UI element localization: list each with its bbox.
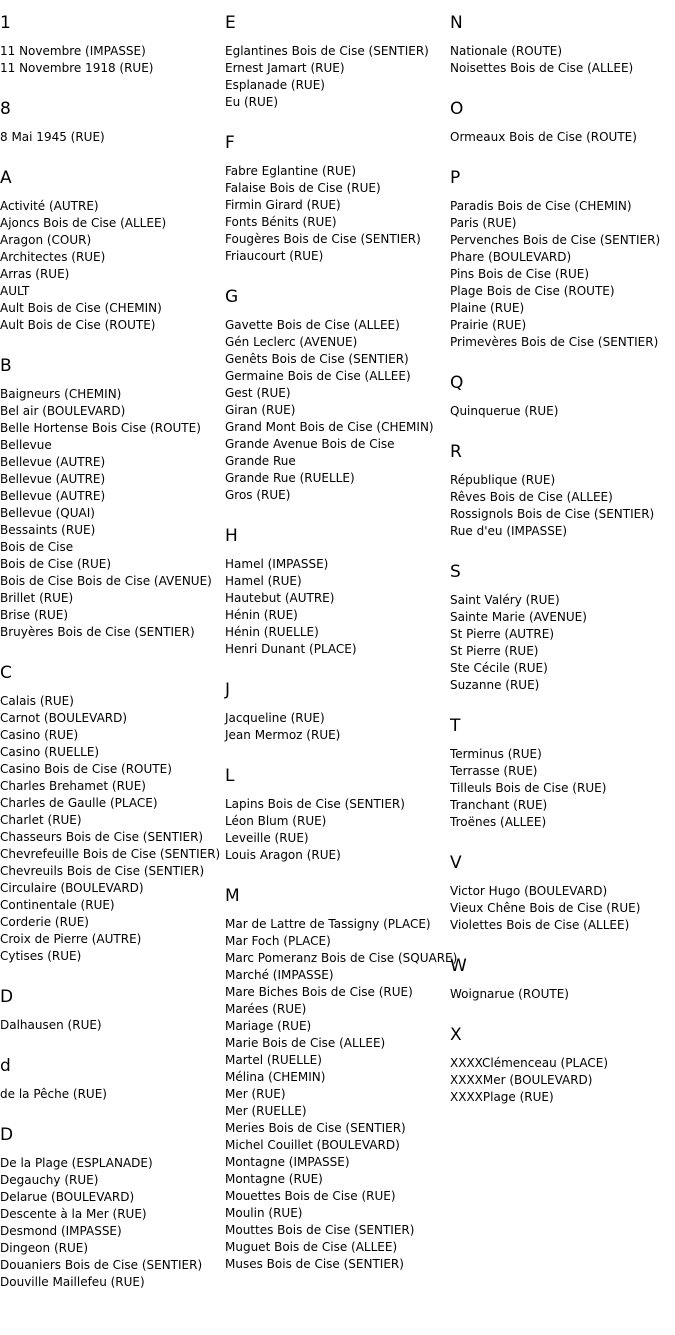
street-item: Activité (AUTRE) <box>0 199 99 213</box>
street-item: Woignarue (ROUTE) <box>450 987 569 1001</box>
street-item: Gest (RUE) <box>225 386 291 400</box>
section-letter-heading: D <box>0 1125 14 1145</box>
section-letter-heading: P <box>450 168 461 188</box>
section-letter-heading: T <box>450 716 461 736</box>
street-item: Plage Bois de Cise (ROUTE) <box>450 284 615 298</box>
street-list <box>225 710 450 744</box>
letter-section <box>450 562 675 694</box>
street-item: Henri Dunant (PLACE) <box>225 642 357 656</box>
street-index-column-1 <box>0 0 225 1313</box>
street-item: Hénin (RUE) <box>225 608 298 622</box>
section-letter-heading: E <box>225 13 236 33</box>
street-item: St Pierre (RUE) <box>450 644 539 658</box>
street-item: 11 Novembre 1918 (RUE) <box>0 61 154 75</box>
street-item: Germaine Bois de Cise (ALLEE) <box>225 369 411 383</box>
letter-section <box>0 13 225 77</box>
street-item: Ault Bois de Cise (CHEMIN) <box>0 301 162 315</box>
street-item: Jean Mermoz (RUE) <box>225 728 341 742</box>
section-letter-heading: G <box>225 287 239 307</box>
section-letter-heading: X <box>450 1025 462 1045</box>
section-letter-heading: D <box>0 987 14 1007</box>
section-letter-heading: S <box>450 562 461 582</box>
street-item: Léon Blum (RUE) <box>225 814 327 828</box>
letter-section <box>225 886 458 1273</box>
street-item: Victor Hugo (BOULEVARD) <box>450 884 608 898</box>
street-item: Charlet (RUE) <box>0 813 82 827</box>
street-list <box>450 43 675 77</box>
street-item: Muses Bois de Cise (SENTIER) <box>225 1257 404 1271</box>
street-list <box>450 198 675 351</box>
street-item: Delarue (BOULEVARD) <box>0 1190 135 1204</box>
street-list <box>225 556 450 658</box>
street-item: Brillet (RUE) <box>0 591 74 605</box>
street-list <box>450 403 675 420</box>
street-item: Saint Valéry (RUE) <box>450 593 560 607</box>
section-letter-heading: Q <box>450 373 464 393</box>
street-list <box>0 1086 225 1103</box>
letter-section <box>225 287 450 504</box>
street-item: Firmin Girard (RUE) <box>225 198 341 212</box>
street-item: Mer (RUELLE) <box>225 1104 307 1118</box>
street-list <box>450 746 675 831</box>
letter-section <box>225 13 450 111</box>
street-item: Croix de Pierre (AUTRE) <box>0 932 142 946</box>
street-index-column-2 <box>225 0 458 1295</box>
street-item: Mariage (RUE) <box>225 1019 312 1033</box>
street-item: Ste Cécile (RUE) <box>450 661 548 675</box>
street-list <box>450 1055 675 1106</box>
street-item: Grande Avenue Bois de Cise <box>225 437 395 451</box>
street-item: Calais (RUE) <box>0 694 74 708</box>
letter-section <box>450 99 675 146</box>
street-item: Hamel (IMPASSE) <box>225 557 329 571</box>
street-item: Gén Leclerc (AVENUE) <box>225 335 358 349</box>
street-item: Aragon (COUR) <box>0 233 92 247</box>
street-item: Grande Rue (RUELLE) <box>225 471 355 485</box>
street-item: de la Pêche (RUE) <box>0 1087 107 1101</box>
street-item: 11 Novembre (IMPASSE) <box>0 44 146 58</box>
street-item: Jacqueline (RUE) <box>225 711 325 725</box>
street-item: Mouettes Bois de Cise (RUE) <box>225 1189 396 1203</box>
street-item: Esplanade (RUE) <box>225 78 325 92</box>
street-item: Montagne (RUE) <box>225 1172 323 1186</box>
letter-section <box>0 663 225 965</box>
street-item: Michel Couillet (BOULEVARD) <box>225 1138 400 1152</box>
street-item: Hénin (RUELLE) <box>225 625 319 639</box>
street-item: Bellevue (AUTRE) <box>0 455 106 469</box>
street-item: Corderie (RUE) <box>0 915 89 929</box>
street-item: Charles de Gaulle (PLACE) <box>0 796 158 810</box>
street-item: Bois de Cise (RUE) <box>0 557 112 571</box>
street-item: Mer (RUE) <box>225 1087 286 1101</box>
letter-section <box>450 1025 675 1106</box>
street-item: Leveille (RUE) <box>225 831 309 845</box>
letter-section <box>0 987 225 1034</box>
letter-section <box>0 168 225 334</box>
street-item: Rêves Bois de Cise (ALLEE) <box>450 490 613 504</box>
letter-section <box>450 373 675 420</box>
street-item: Quinquerue (RUE) <box>450 404 559 418</box>
street-item: Sainte Marie (AVENUE) <box>450 610 587 624</box>
street-item: 8 Mai 1945 (RUE) <box>0 130 105 144</box>
section-letter-heading: d <box>0 1056 11 1076</box>
street-item: Montagne (IMPASSE) <box>225 1155 350 1169</box>
street-item: Mouttes Bois de Cise (SENTIER) <box>225 1223 415 1237</box>
street-list <box>0 693 225 965</box>
street-item: Pins Bois de Cise (RUE) <box>450 267 589 281</box>
street-list <box>0 43 225 77</box>
street-item: Arras (RUE) <box>0 267 70 281</box>
street-list <box>450 592 675 694</box>
street-item: Carnot (BOULEVARD) <box>0 711 128 725</box>
street-item: Marc Pomeranz Bois de Cise (SQUARE) <box>225 951 458 965</box>
street-item: Gavette Bois de Cise (ALLEE) <box>225 318 400 332</box>
street-item: Plaine (RUE) <box>450 301 525 315</box>
street-item: Vieux Chêne Bois de Cise (RUE) <box>450 901 641 915</box>
letter-section <box>0 99 225 146</box>
street-item: Violettes Bois de Cise (ALLEE) <box>450 918 630 932</box>
letter-section <box>450 168 675 351</box>
street-item: Louis Aragon (RUE) <box>225 848 341 862</box>
street-item: Friaucourt (RUE) <box>225 249 324 263</box>
street-item: Marie Bois de Cise (ALLEE) <box>225 1036 386 1050</box>
street-item: Bellevue (QUAI) <box>0 506 95 520</box>
street-list <box>225 796 450 864</box>
section-letter-heading: L <box>225 766 235 786</box>
section-letter-heading: J <box>225 680 231 700</box>
street-list <box>225 916 458 1273</box>
street-item: Muguet Bois de Cise (ALLEE) <box>225 1240 398 1254</box>
street-item: Terrasse (RUE) <box>450 764 538 778</box>
street-item: XXXXPlage (RUE) <box>450 1090 554 1104</box>
section-letter-heading: R <box>450 442 462 462</box>
street-item: Grande Rue <box>225 454 296 468</box>
street-list <box>225 317 450 504</box>
street-item: Troënes (ALLEE) <box>450 815 547 829</box>
section-letter-heading: H <box>225 526 238 546</box>
street-item: Nationale (ROUTE) <box>450 44 563 58</box>
street-item: Bel air (BOULEVARD) <box>0 404 126 418</box>
street-item: Eglantines Bois de Cise (SENTIER) <box>225 44 429 58</box>
street-item: Marché (IMPASSE) <box>225 968 334 982</box>
street-item: Gros (RUE) <box>225 488 291 502</box>
letter-section <box>450 956 675 1003</box>
street-item: Baigneurs (CHEMIN) <box>0 387 122 401</box>
street-item: Chevrefeuille Bois de Cise (SENTIER) <box>0 847 221 861</box>
street-item: Paris (RUE) <box>450 216 517 230</box>
street-item: AULT <box>0 284 30 298</box>
letter-section <box>0 356 225 641</box>
street-item: Casino (RUE) <box>0 728 79 742</box>
street-list <box>450 883 675 934</box>
street-item: Architectes (RUE) <box>0 250 106 264</box>
street-item: Chasseurs Bois de Cise (SENTIER) <box>0 830 204 844</box>
street-item: Bessaints (RUE) <box>0 523 96 537</box>
street-item: Desmond (IMPASSE) <box>0 1224 122 1238</box>
street-item: Ault Bois de Cise (ROUTE) <box>0 318 156 332</box>
street-item: Bruyères Bois de Cise (SENTIER) <box>0 625 195 639</box>
street-item: Mélina (CHEMIN) <box>225 1070 326 1084</box>
street-item: République (RUE) <box>450 473 556 487</box>
street-item: XXXXMer (BOULEVARD) <box>450 1073 593 1087</box>
street-item: Tranchant (RUE) <box>450 798 548 812</box>
section-letter-heading: N <box>450 13 463 33</box>
street-item: Douville Maillefeu (RUE) <box>0 1275 145 1289</box>
street-item: Paradis Bois de Cise (CHEMIN) <box>450 199 632 213</box>
street-item: Mare Biches Bois de Cise (RUE) <box>225 985 413 999</box>
street-item: Meries Bois de Cise (SENTIER) <box>225 1121 406 1135</box>
section-letter-heading: A <box>0 168 12 188</box>
street-item: Brise (RUE) <box>0 608 69 622</box>
section-letter-heading: 8 <box>0 99 11 119</box>
street-item: Ernest Jamart (RUE) <box>225 61 345 75</box>
letter-section <box>0 1056 225 1103</box>
street-item: Rossignols Bois de Cise (SENTIER) <box>450 507 655 521</box>
street-item: Tilleuls Bois de Cise (RUE) <box>450 781 607 795</box>
letter-section <box>450 716 675 831</box>
street-item: Mar Foch (PLACE) <box>225 934 331 948</box>
street-item: Marées (RUE) <box>225 1002 307 1016</box>
street-list <box>450 986 675 1003</box>
street-item: Cytises (RUE) <box>0 949 82 963</box>
street-item: Casino (RUELLE) <box>0 745 100 759</box>
street-item: Grand Mont Bois de Cise (CHEMIN) <box>225 420 434 434</box>
letter-section <box>225 526 450 658</box>
street-item: Falaise Bois de Cise (RUE) <box>225 181 381 195</box>
street-item: Fonts Bénits (RUE) <box>225 215 337 229</box>
street-item: Degauchy (RUE) <box>0 1173 99 1187</box>
street-list <box>225 43 450 111</box>
street-list <box>450 472 675 540</box>
street-list <box>450 129 675 146</box>
street-item: Bois de Cise <box>0 540 74 554</box>
street-item: Fabre Eglantine (RUE) <box>225 164 357 178</box>
street-item: Belle Hortense Bois Cise (ROUTE) <box>0 421 201 435</box>
street-item: De la Plage (ESPLANADE) <box>0 1156 153 1170</box>
street-item: Martel (RUELLE) <box>225 1053 322 1067</box>
letter-section <box>0 1125 225 1291</box>
street-item: Bellevue (AUTRE) <box>0 489 106 503</box>
section-letter-heading: O <box>450 99 464 119</box>
street-item: Bois de Cise Bois de Cise (AVENUE) <box>0 574 212 588</box>
street-item: Bellevue <box>0 438 52 452</box>
street-item: Descente à la Mer (RUE) <box>0 1207 147 1221</box>
street-item: Giran (RUE) <box>225 403 296 417</box>
street-list <box>0 386 225 641</box>
section-letter-heading: F <box>225 133 235 153</box>
street-item: Pervenches Bois de Cise (SENTIER) <box>450 233 661 247</box>
street-item: Primevères Bois de Cise (SENTIER) <box>450 335 659 349</box>
street-item: Prairie (RUE) <box>450 318 527 332</box>
letter-section <box>225 766 450 864</box>
street-item: XXXXClémenceau (PLACE) <box>450 1056 609 1070</box>
street-item: Ormeaux Bois de Cise (ROUTE) <box>450 130 637 144</box>
street-list <box>0 129 225 146</box>
section-letter-heading: M <box>225 886 240 906</box>
street-list <box>0 198 225 334</box>
street-item: Dingeon (RUE) <box>0 1241 89 1255</box>
section-letter-heading: C <box>0 663 12 683</box>
street-item: Lapins Bois de Cise (SENTIER) <box>225 797 405 811</box>
street-list <box>0 1155 225 1291</box>
letter-section <box>225 680 450 744</box>
street-item: Fougères Bois de Cise (SENTIER) <box>225 232 421 246</box>
street-item: Genêts Bois de Cise (SENTIER) <box>225 352 409 366</box>
street-item: Continentale (RUE) <box>0 898 115 912</box>
street-item: Chevreuils Bois de Cise (SENTIER) <box>0 864 205 878</box>
street-index-column-3 <box>450 0 675 1128</box>
street-item: Douaniers Bois de Cise (SENTIER) <box>0 1258 203 1272</box>
street-item: Suzanne (RUE) <box>450 678 540 692</box>
street-item: Terminus (RUE) <box>450 747 542 761</box>
street-item: Eu (RUE) <box>225 95 279 109</box>
street-item: Moulin (RUE) <box>225 1206 303 1220</box>
letter-section <box>225 133 450 265</box>
street-item: Mar de Lattre de Tassigny (PLACE) <box>225 917 431 931</box>
street-list <box>225 163 450 265</box>
street-item: Noisettes Bois de Cise (ALLEE) <box>450 61 634 75</box>
street-item: Bellevue (AUTRE) <box>0 472 106 486</box>
letter-section <box>450 13 675 77</box>
section-letter-heading: B <box>0 356 12 376</box>
street-item: St Pierre (AUTRE) <box>450 627 555 641</box>
letter-section <box>450 853 675 934</box>
letter-section <box>450 442 675 540</box>
street-list <box>0 1017 225 1034</box>
street-item: Circulaire (BOULEVARD) <box>0 881 144 895</box>
street-item: Charles Brehamet (RUE) <box>0 779 146 793</box>
section-letter-heading: W <box>450 956 467 976</box>
section-letter-heading: V <box>450 853 462 873</box>
street-item: Casino Bois de Cise (ROUTE) <box>0 762 172 776</box>
street-item: Ajoncs Bois de Cise (ALLEE) <box>0 216 167 230</box>
street-item: Rue d'eu (IMPASSE) <box>450 524 568 538</box>
street-item: Hamel (RUE) <box>225 574 302 588</box>
section-letter-heading: 1 <box>0 13 11 33</box>
street-item: Hautebut (AUTRE) <box>225 591 335 605</box>
street-item: Dalhausen (RUE) <box>0 1018 102 1032</box>
street-item: Phare (BOULEVARD) <box>450 250 572 264</box>
